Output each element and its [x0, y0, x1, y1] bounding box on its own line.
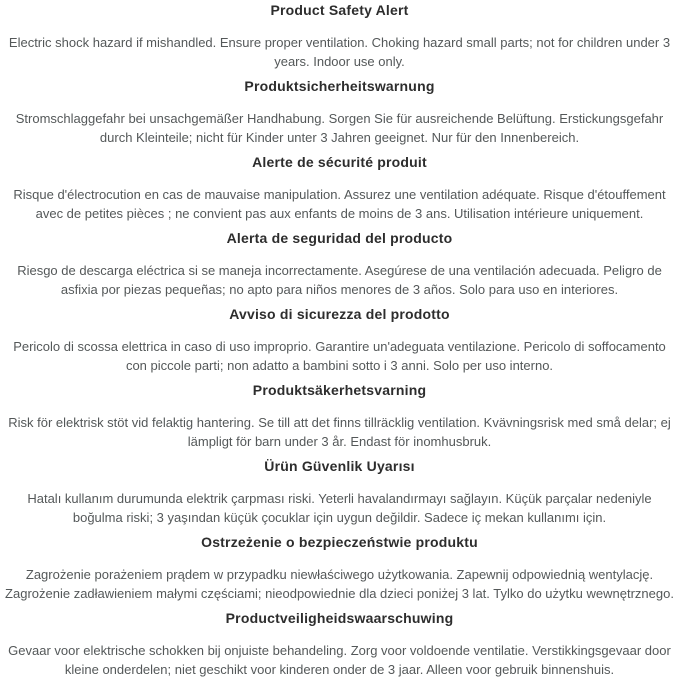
safety-text-polish: Zagrożenie porażeniem prądem w przypadku niewłaściwego użytkowania. Zapewnij odpowiednią wentylację. Zagrożenie zadławieniem małymi częściami; nieodpowiednie dla dzieci poniżej 3 lat. Tylko do użytku wewnętrznego.	[5, 567, 674, 601]
safety-section-dutch	[4, 610, 675, 679]
safety-heading-dutch: Productveiligheidswaarschuwing	[225, 610, 454, 626]
safety-text-english: Electric shock hazard if mishandled. Ensure proper ventilation. Choking hazard small parts; not for children under 3 years. Indoor use only.	[8, 35, 671, 69]
safety-text-spanish: Riesgo de descarga eléctrica si se maneja incorrectamente. Asegúrese de una ventilación adecuada. Peligro de asfixia por piezas pequeñas; no apto para niños menores de 3 años. Solo para uso en interiores.	[17, 263, 662, 297]
safety-section-english	[4, 2, 675, 71]
safety-section-turkish	[4, 458, 675, 527]
safety-heading-turkish: Ürün Güvenlik Uyarısı	[264, 458, 415, 474]
safety-text-german: Stromschlaggefahr bei unsachgemäßer Handhabung. Sorgen Sie für ausreichende Belüftung. Erstickungsgefahr durch Kleinteile; nicht für Kinder unter 3 Jahren geeignet. Nur für den Innenbereich.	[15, 111, 664, 145]
safety-heading-german: Produktsicherheitswarnung	[244, 78, 435, 94]
safety-heading-polish: Ostrzeżenie o bezpieczeństwie produktu	[201, 534, 478, 550]
safety-section-french	[4, 154, 675, 223]
safety-heading-swedish: Produktsäkerhetsvarning	[252, 382, 427, 398]
safety-text-turkish: Hatalı kullanım durumunda elektrik çarpması riski. Yeterli havalandırmayı sağlayın. Küçük parçalar nedeniyle boğulma riski; 3 yaşından küçük çocuklar için uygun değildir. Sadece iç mekan kullanımı için.	[27, 491, 652, 525]
safety-heading-french: Alerte de sécurité produit	[252, 154, 427, 170]
safety-section-swedish	[4, 382, 675, 451]
safety-section-german	[4, 78, 675, 147]
safety-heading-spanish: Alerta de seguridad del producto	[226, 230, 453, 246]
safety-heading-english: Product Safety Alert	[270, 2, 409, 18]
safety-heading-italian: Avviso di sicurezza del prodotto	[229, 306, 450, 322]
safety-text-italian: Pericolo di scossa elettrica in caso di uso improprio. Garantire un'adeguata ventilazione. Pericolo di soffocamento con piccole parti; non adatto a bambini sotto i 3 anni. Solo per uso interno.	[13, 339, 666, 373]
safety-section-italian	[4, 306, 675, 375]
safety-section-polish	[4, 534, 675, 603]
safety-text-swedish: Risk för elektrisk stöt vid felaktig hantering. Se till att det finns tillräcklig ventilation. Kvävningsrisk med små delar; ej lämpligt för barn under 3 år. Endast för inomhusbruk.	[8, 415, 671, 449]
safety-section-spanish	[4, 230, 675, 299]
safety-text-dutch: Gevaar voor elektrische schokken bij onjuiste behandeling. Zorg voor voldoende ventilatie. Verstikkingsgevaar door kleine onderdelen; niet geschikt voor kinderen onder de 3 jaar. Alleen voor gebruik binnenshuis.	[8, 643, 671, 677]
safety-text-french: Risque d'électrocution en cas de mauvaise manipulation. Assurez une ventilation adéquate. Risque d'étouffement avec de petites pièces ; ne convient pas aux enfants de moins de 3 ans. Utilisation intérieure uniquement.	[13, 187, 666, 221]
